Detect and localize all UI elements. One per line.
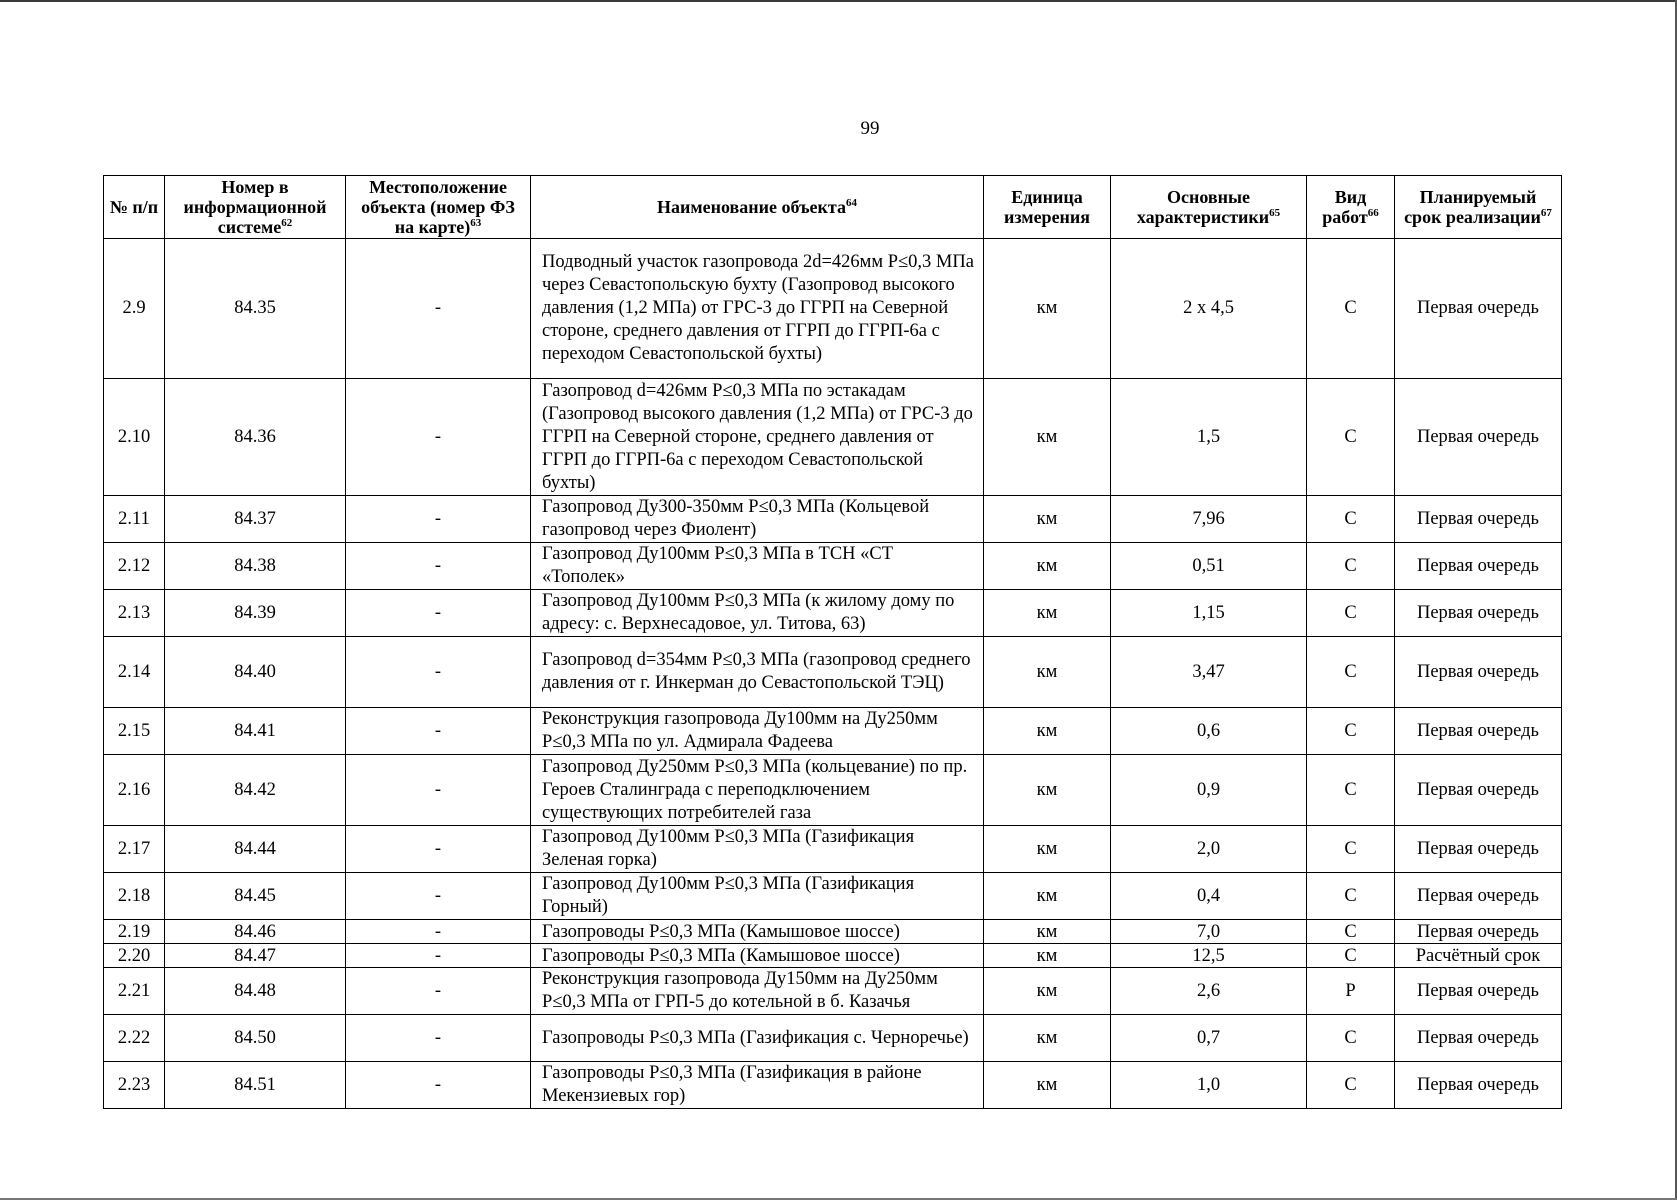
cell-unit: км xyxy=(984,708,1111,755)
cell-spec: 12,5 xyxy=(1111,944,1307,968)
table-row xyxy=(104,239,1562,379)
page-number: 99 xyxy=(860,118,880,139)
cell-unit: км xyxy=(984,968,1111,1015)
cell-name: Реконструкция газопровода Ду100мм на Ду250мм P≤0,3 МПа по ул. Адмирала Фадеева xyxy=(531,708,984,755)
cell-work-type: С xyxy=(1307,708,1395,755)
header-cell-num: № п/п xyxy=(104,176,165,239)
cell-system-id: 84.36 xyxy=(165,379,346,496)
header-cell-location: Местоположение объекта (номер ФЗ на карте)$^{63}$ xyxy=(346,176,531,239)
cell-system-id: 84.42 xyxy=(165,755,346,826)
cell-num: 2.22 xyxy=(104,1015,165,1062)
cell-work-type: С xyxy=(1307,755,1395,826)
cell-location: - xyxy=(346,1062,531,1109)
cell-num: 2.17 xyxy=(104,826,165,873)
cell-system-id: 84.40 xyxy=(165,637,346,708)
cell-unit: км xyxy=(984,239,1111,379)
cell-term: Первая очередь xyxy=(1395,1015,1562,1062)
cell-unit: км xyxy=(984,755,1111,826)
cell-work-type: С xyxy=(1307,920,1395,944)
cell-name: Газопровод d=354мм P≤0,3 МПа (газопровод среднего давления от г. Инкерман до Севастопольской ТЭЦ) xyxy=(531,637,984,708)
cell-location: - xyxy=(346,873,531,920)
header-cell-system-id: Номер в информационной системе$^{62}$ xyxy=(165,176,346,239)
cell-unit: км xyxy=(984,1062,1111,1109)
cell-term: Первая очередь xyxy=(1395,873,1562,920)
cell-system-id: 84.51 xyxy=(165,1062,346,1109)
cell-spec: 0,6 xyxy=(1111,708,1307,755)
cell-system-id: 84.48 xyxy=(165,968,346,1015)
cell-term: Первая очередь xyxy=(1395,826,1562,873)
cell-work-type: С xyxy=(1307,590,1395,637)
cell-system-id: 84.35 xyxy=(165,239,346,379)
cell-location: - xyxy=(346,637,531,708)
cell-location: - xyxy=(346,944,531,968)
cell-name: Газопроводы P≤0,3 МПа (Газификация с. Черноречье) xyxy=(531,1015,984,1062)
cell-location: - xyxy=(346,755,531,826)
cell-name: Газопроводы P≤0,3 МПа (Камышовое шоссе) xyxy=(531,944,984,968)
header-cell-unit: Единица измерения xyxy=(984,176,1111,239)
cell-system-id: 84.45 xyxy=(165,873,346,920)
cell-name: Газопровод Ду100мм P≤0,3 МПа (к жилому дому по адресу: с. Верхнесадовое, ул. Титова, 63) xyxy=(531,590,984,637)
cell-location: - xyxy=(346,826,531,873)
cell-spec: 0,7 xyxy=(1111,1015,1307,1062)
cell-work-type: С xyxy=(1307,379,1395,496)
cell-spec: 1,5 xyxy=(1111,379,1307,496)
table-row xyxy=(104,873,1562,920)
cell-system-id: 84.47 xyxy=(165,944,346,968)
cell-term: Первая очередь xyxy=(1395,239,1562,379)
cell-term: Первая очередь xyxy=(1395,496,1562,543)
cell-name: Подводный участок газопровода 2d=426мм P≤0,3 МПа через Севастопольскую бухту (Газопровод высокого давления (1,2 МПа) от ГРС-3 до ГГРП на Северной стороне, среднего давления от ГГРП до ГГРП-6а с переходом Севастопольской бухты) xyxy=(531,239,984,379)
table-row xyxy=(104,379,1562,496)
cell-location: - xyxy=(346,708,531,755)
cell-work-type: С xyxy=(1307,826,1395,873)
cell-work-type: С xyxy=(1307,944,1395,968)
cell-num: 2.9 xyxy=(104,239,165,379)
cell-spec: 2 x 4,5 xyxy=(1111,239,1307,379)
header-row xyxy=(104,176,1562,239)
table-row xyxy=(104,920,1562,944)
cell-name: Газопровод Ду100мм P≤0,3 МПа (Газификация Зеленая горка) xyxy=(531,826,984,873)
cell-term: Первая очередь xyxy=(1395,379,1562,496)
cell-system-id: 84.38 xyxy=(165,543,346,590)
cell-name: Реконструкция газопровода Ду150мм на Ду250мм P≤0,3 МПа от ГРП-5 до котельной в б. Казачья xyxy=(531,968,984,1015)
cell-num: 2.11 xyxy=(104,496,165,543)
cell-num: 2.16 xyxy=(104,755,165,826)
cell-unit: км xyxy=(984,543,1111,590)
cell-name: Газопровод Ду100мм P≤0,3 МПа в ТСН «СТ «Тополек» xyxy=(531,543,984,590)
cell-unit: км xyxy=(984,1015,1111,1062)
cell-num: 2.20 xyxy=(104,944,165,968)
cell-term: Расчётный срок xyxy=(1395,944,1562,968)
cell-work-type: С xyxy=(1307,637,1395,708)
cell-unit: км xyxy=(984,920,1111,944)
cell-spec: 2,6 xyxy=(1111,968,1307,1015)
header-cell-name: Наименование объекта$^{64}$ xyxy=(531,176,984,239)
cell-location: - xyxy=(346,920,531,944)
cell-term: Первая очередь xyxy=(1395,590,1562,637)
table-row xyxy=(104,1015,1562,1062)
cell-unit: км xyxy=(984,873,1111,920)
cell-unit: км xyxy=(984,944,1111,968)
table-row xyxy=(104,1062,1562,1109)
header-cell-work-type: Вид работ$^{66}$ xyxy=(1307,176,1395,239)
table-row xyxy=(104,826,1562,873)
cell-spec: 1,15 xyxy=(1111,590,1307,637)
cell-name: Газопровод Ду100мм P≤0,3 МПа (Газификация Горный) xyxy=(531,873,984,920)
cell-name: Газопроводы P≤0,3 МПа (Газификация в районе Мекензиевых гор) xyxy=(531,1062,984,1109)
table-row xyxy=(104,755,1562,826)
cell-num: 2.13 xyxy=(104,590,165,637)
cell-work-type: С xyxy=(1307,1062,1395,1109)
cell-system-id: 84.37 xyxy=(165,496,346,543)
cell-spec: 7,96 xyxy=(1111,496,1307,543)
table-row xyxy=(104,944,1562,968)
scan-edge-top xyxy=(0,0,1677,2)
cell-system-id: 84.44 xyxy=(165,826,346,873)
cell-location: - xyxy=(346,590,531,637)
cell-work-type: С xyxy=(1307,239,1395,379)
cell-spec: 7,0 xyxy=(1111,920,1307,944)
cell-term: Первая очередь xyxy=(1395,708,1562,755)
cell-num: 2.19 xyxy=(104,920,165,944)
cell-num: 2.18 xyxy=(104,873,165,920)
cell-location: - xyxy=(346,543,531,590)
table-row xyxy=(104,590,1562,637)
cell-location: - xyxy=(346,239,531,379)
cell-name: Газопровод Ду250мм P≤0,3 МПа (кольцевание) по пр. Героев Сталинграда с переподключением существующих потребителей газа xyxy=(531,755,984,826)
cell-work-type: С xyxy=(1307,873,1395,920)
cell-num: 2.14 xyxy=(104,637,165,708)
gas-pipeline-table xyxy=(103,175,1562,1109)
cell-spec: 0,4 xyxy=(1111,873,1307,920)
table-row xyxy=(104,496,1562,543)
cell-work-type: С xyxy=(1307,496,1395,543)
cell-name: Газопровод Ду300-350мм P≤0,3 МПа (Кольцевой газопровод через Фиолент) xyxy=(531,496,984,543)
header-cell-spec: Основные характеристики$^{65}$ xyxy=(1111,176,1307,239)
cell-num: 2.15 xyxy=(104,708,165,755)
cell-term: Первая очередь xyxy=(1395,920,1562,944)
cell-location: - xyxy=(346,968,531,1015)
cell-term: Первая очередь xyxy=(1395,1062,1562,1109)
cell-system-id: 84.50 xyxy=(165,1015,346,1062)
cell-num: 2.21 xyxy=(104,968,165,1015)
table-row xyxy=(104,543,1562,590)
cell-num: 2.12 xyxy=(104,543,165,590)
cell-system-id: 84.46 xyxy=(165,920,346,944)
cell-term: Первая очередь xyxy=(1395,637,1562,708)
cell-name: Газопроводы P≤0,3 МПа (Камышовое шоссе) xyxy=(531,920,984,944)
cell-spec: 2,0 xyxy=(1111,826,1307,873)
cell-term: Первая очередь xyxy=(1395,755,1562,826)
cell-work-type: С xyxy=(1307,1015,1395,1062)
cell-term: Первая очередь xyxy=(1395,543,1562,590)
cell-spec: 0,9 xyxy=(1111,755,1307,826)
cell-unit: км xyxy=(984,496,1111,543)
table-row xyxy=(104,708,1562,755)
cell-unit: км xyxy=(984,379,1111,496)
table-row xyxy=(104,968,1562,1015)
cell-system-id: 84.39 xyxy=(165,590,346,637)
cell-work-type: Р xyxy=(1307,968,1395,1015)
cell-spec: 0,51 xyxy=(1111,543,1307,590)
header-cell-term: Планируемый срок реализации$^{67}$ xyxy=(1395,176,1562,239)
cell-unit: км xyxy=(984,637,1111,708)
cell-system-id: 84.41 xyxy=(165,708,346,755)
cell-location: - xyxy=(346,1015,531,1062)
cell-spec: 3,47 xyxy=(1111,637,1307,708)
cell-work-type: С xyxy=(1307,543,1395,590)
cell-num: 2.23 xyxy=(104,1062,165,1109)
table-row xyxy=(104,637,1562,708)
cell-location: - xyxy=(346,496,531,543)
cell-num: 2.10 xyxy=(104,379,165,496)
cell-term: Первая очередь xyxy=(1395,968,1562,1015)
cell-unit: км xyxy=(984,590,1111,637)
cell-spec: 1,0 xyxy=(1111,1062,1307,1109)
cell-location: - xyxy=(346,379,531,496)
cell-unit: км xyxy=(984,826,1111,873)
cell-name: Газопровод d=426мм P≤0,3 МПа по эстакадам (Газопровод высокого давления (1,2 МПа) от ГРС-3 до ГГРП на Северной стороне, среднего давления от ГГРП до ГГРП-6а с переходом Севастопольской бухты) xyxy=(531,379,984,496)
